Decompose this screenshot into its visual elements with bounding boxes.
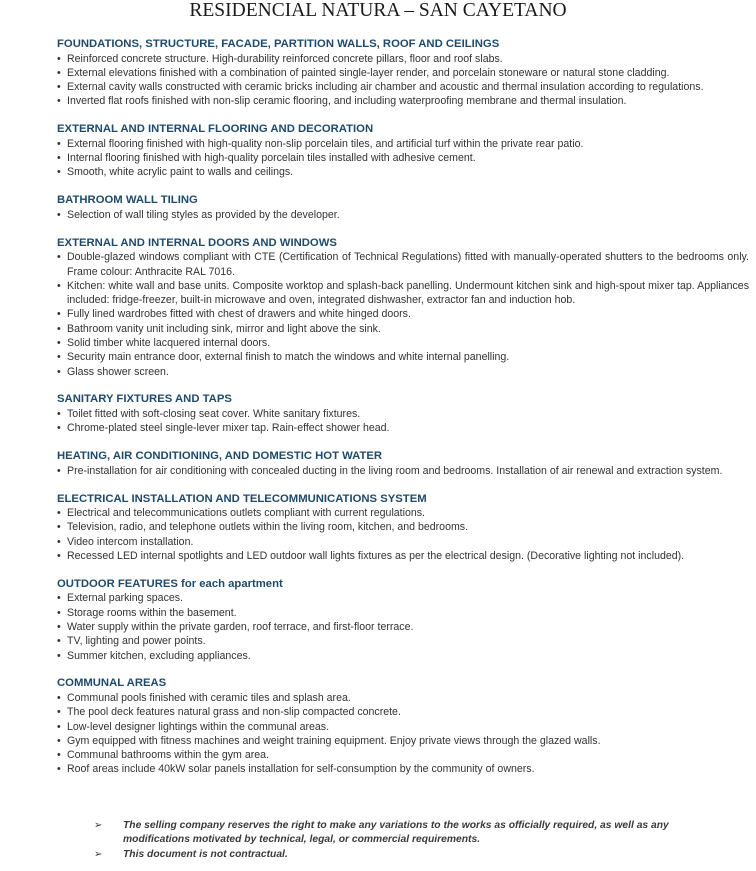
list-item: • Security main entrance door, external finish to match the windows and white internal panelling. (57, 350, 749, 364)
section-heading: BATHROOM WALL TILING (57, 194, 198, 207)
list-item: • Chrome-plated steel single-lever mixer tap. Rain-effect shower head. (57, 421, 749, 435)
section-communal-areas (57, 676, 749, 776)
section-heading: FOUNDATIONS, STRUCTURE, FACADE, PARTITION WALLS, ROOF AND CEILINGS (57, 38, 500, 50)
list-item: • External flooring finished with high-quality non-slip porcelain tiles, and artificial turf within the private rear patio. (57, 137, 749, 151)
section-heading: SANITARY FIXTURES AND TAPS (57, 393, 232, 406)
list-item: • Roof areas include 40kW solar panels installation for self-consumption by the community of owners. (57, 762, 749, 776)
section-sanitary-fixtures-and-taps (57, 392, 749, 435)
section-electrical-installation-and-telecommunic (57, 492, 749, 564)
disclaimer-text: This document is not contractual. (123, 849, 288, 861)
list-item: • External elevations finished with a combination of painted single-layer render, and porcelain stoneware or natural stone cladding. (57, 66, 749, 80)
arrow-bullet-icon: ➢ (94, 849, 103, 861)
list-item: • Summer kitchen, excluding appliances. (57, 649, 749, 663)
list-item: • Video intercom installation. (57, 535, 749, 549)
list-item: • Toilet fitted with soft-closing seat cover. White sanitary fixtures. (57, 407, 749, 421)
list-item: • Internal flooring finished with high-quality porcelain tiles installed with adhesive cement. (57, 151, 749, 165)
list-item: • Storage rooms within the basement. (57, 606, 749, 620)
section-external-and-internal-doors-and-windows (57, 236, 749, 379)
list-item: • Inverted flat roofs finished with non-slip ceramic flooring, and including waterproofing membrane and thermal insulation. (57, 94, 749, 108)
bullet-list (57, 208, 749, 222)
list-item: • Fully lined wardrobes fitted with chest of drawers and white hinged doors. (57, 307, 749, 321)
section-heating-air-conditioning-and-domestic-ho (57, 449, 749, 478)
list-item: • Water supply within the private garden, roof terrace, and first-floor terrace. (57, 620, 749, 634)
list-item: • Communal bathrooms within the gym area. (57, 748, 749, 762)
bullet-list (57, 691, 749, 777)
list-item: • Low-level designer lightings within the communal areas. (57, 720, 749, 734)
section-external-and-internal-flooring-and-decor (57, 122, 749, 179)
list-item: • TV, lighting and power points. (57, 634, 749, 648)
section-heading: ELECTRICAL INSTALLATION AND TELECOMMUNICATIONS SYSTEM (57, 492, 427, 505)
bullet-list (57, 137, 749, 180)
list-item: • Bathroom vanity unit including sink, mirror and light above the sink. (57, 322, 749, 336)
list-item: • Communal pools finished with ceramic tiles and splash area. (57, 691, 749, 705)
section-heading: EXTERNAL AND INTERNAL DOORS AND WINDOWS (57, 236, 337, 249)
specification-sections (57, 37, 749, 790)
section-heading: COMMUNAL AREAS (57, 677, 167, 690)
list-item: • Double-glazed windows compliant with CTE (Certification of Technical Regulations) fitted with manually-operated shutters to the bedrooms only. Frame colour: Anthracite RAL 7016. (57, 250, 749, 279)
section-bathroom-wall-tiling (57, 193, 749, 222)
section-heading: HEATING, AIR CONDITIONING, AND DOMESTIC HOT WATER (57, 450, 383, 463)
list-item: • Pre-installation for air conditioning with concealed ducting in the living room and bedrooms. Installation of air renewal and extraction system. (57, 464, 749, 478)
bullet-list (57, 407, 749, 436)
list-item: • Glass shower screen. (57, 365, 749, 379)
arrow-bullet-icon: ➢ (94, 820, 103, 831)
list-item: • External cavity walls constructed with ceramic bricks including air chamber and acoustic and thermal insulation according to regulations. (57, 80, 749, 94)
disclaimer-note (94, 848, 734, 862)
bullet-list (57, 250, 749, 379)
list-item: • Recessed LED internal spotlights and LED outdoor wall lights fixtures as per the electrical design. (Decorative lighting not included). (57, 549, 749, 563)
list-item: • Reinforced concrete structure. High-durability reinforced concrete pillars, floor and roof slabs. (57, 52, 749, 66)
list-item: • Electrical and telecommunications outlets compliant with current regulations. (57, 506, 749, 520)
section-outdoor-features-for-each-apartment (57, 577, 749, 663)
bullet-list (57, 464, 749, 478)
list-item: • External parking spaces. (57, 591, 749, 605)
list-item: • Kitchen: white wall and base units. Composite worktop and splash-back panelling. Undermount kitchen sink and high-spout mixer tap. Appliances included: fridge-freezer, built-in microwave and oven, integrated dishwasher, extractor fan and induction hob. (57, 279, 749, 308)
disclaimer-note (94, 819, 734, 846)
disclaimer-text: The selling company reserves the right to make any variations to the works as officially required, as well as any modifications motivated by technical, legal, or commercial requirements. (123, 820, 669, 845)
list-item: • Smooth, white acrylic paint to walls and ceilings. (57, 165, 749, 179)
section-foundations-structure-facade-partition-w (57, 37, 749, 109)
list-item: • Television, radio, and telephone outlets within the living room, kitchen, and bedrooms. (57, 520, 749, 534)
section-heading: EXTERNAL AND INTERNAL FLOORING AND DECORATION (57, 123, 374, 136)
bullet-list (57, 52, 749, 109)
bullet-list (57, 591, 749, 662)
document-title: RESIDENCIAL NATURA – SAN CAYETANO (189, 0, 567, 21)
disclaimer-notes (94, 819, 734, 864)
section-heading: OUTDOOR FEATURES for each apartment (57, 577, 283, 590)
list-item: • Solid timber white lacquered internal doors. (57, 336, 749, 350)
list-item: • The pool deck features natural grass and non-slip compacted concrete. (57, 705, 749, 719)
list-item: • Gym equipped with fitness machines and weight training equipment. Enjoy private views through the glazed walls. (57, 734, 749, 748)
bullet-list (57, 506, 749, 563)
list-item: • Selection of wall tiling styles as provided by the developer. (57, 208, 749, 222)
